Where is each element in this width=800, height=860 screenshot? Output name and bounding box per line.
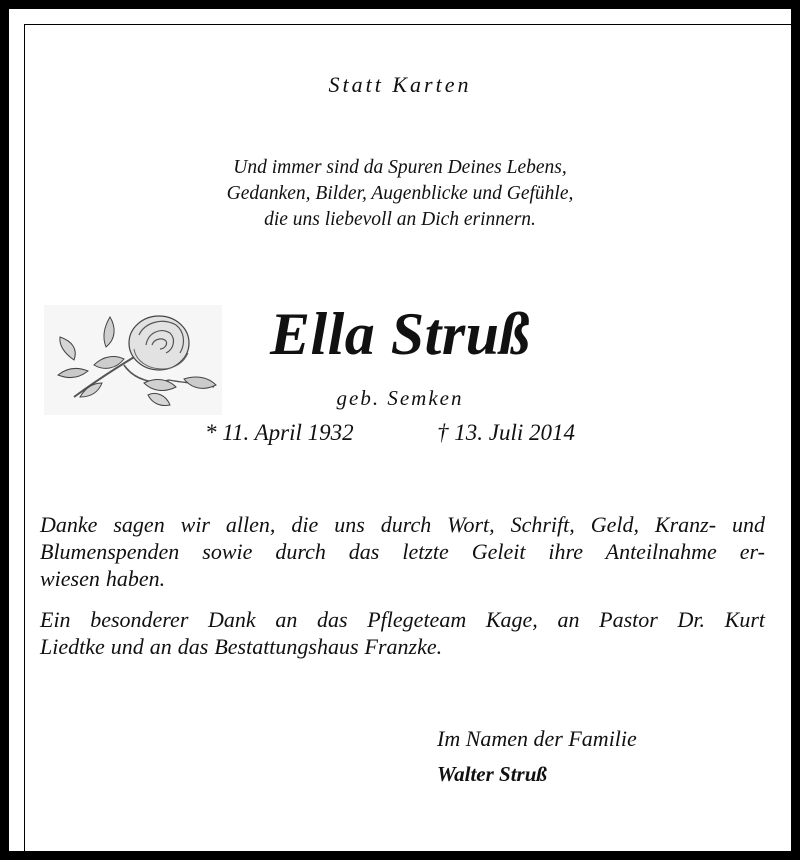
notice-inner-border (24, 24, 794, 854)
signature-name: Walter Struß (437, 762, 547, 786)
thanks-line: Ein besonderer Dank an das Pflegeteam Kage, an Pastor Dr. Kurt (40, 607, 765, 632)
memorial-verse (0, 155, 800, 233)
birth-date: * 11. April 1932 (205, 420, 354, 445)
maiden-name: geb. Semken (336, 386, 464, 410)
verse-line: Gedanken, Bilder, Augenblicke und Gefühle, (226, 183, 574, 204)
thanks-line: Liedtke und an das Bestattungshaus Franzke. (40, 634, 443, 659)
notice-heading: Statt Karten (328, 72, 472, 97)
signature-intro: Im Namen der Familie (437, 726, 637, 751)
thanks-line: Blumenspenden sowie durch das letzte Geleit ihre Anteilnahme er- (40, 539, 765, 564)
deceased-name: Ella Struß (269, 301, 531, 367)
thanks-paragraph (40, 511, 765, 592)
thanks-line: wiesen haben. (40, 566, 166, 591)
verse-line: die uns liebevoll an Dich erinnern. (264, 209, 536, 230)
death-date: † 13. Juli 2014 (437, 420, 575, 445)
thanks-line: Danke sagen wir allen, die uns durch Wort, Schrift, Geld, Kranz- und (40, 512, 765, 537)
verse-line: Und immer sind da Spuren Deines Lebens, (233, 157, 567, 178)
special-thanks-paragraph (40, 606, 765, 660)
